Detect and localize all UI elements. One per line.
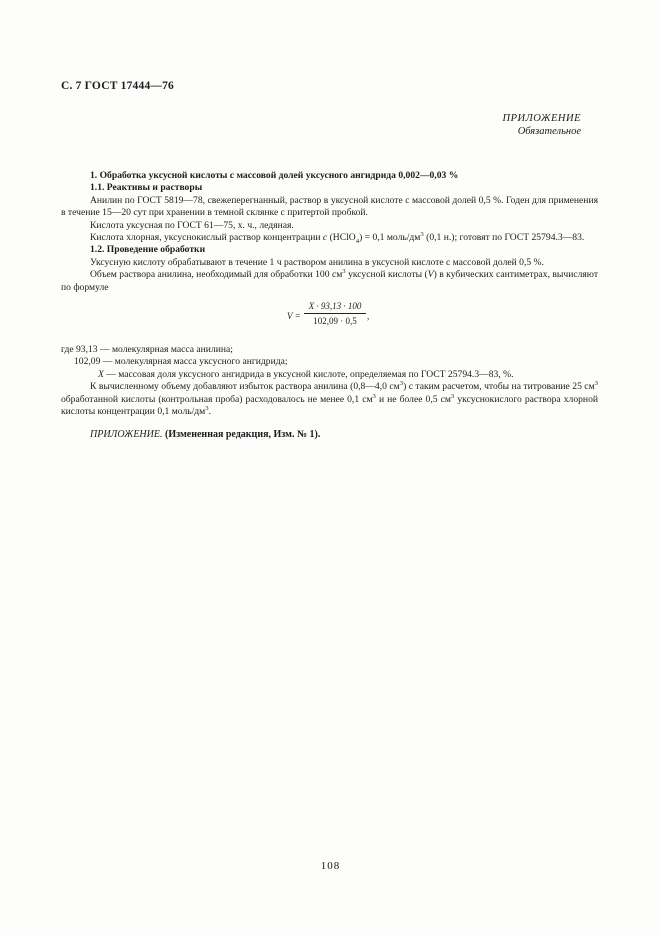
where-line-3: X — массовая доля уксусного ангидрида в уксусной кислоте, определяемая по ГОСТ 25794.3—83, %. (98, 368, 514, 380)
subsection-heading-procedure: 1.2. Проведение обработки (90, 244, 206, 256)
closing-note: ПРИЛОЖЕНИЕ. (Измененная редакция, Изм. № 1). (90, 428, 321, 440)
paragraph-acetic-acid: Кислота уксусная по ГОСТ 61—75, х. ч., ледяная. (90, 219, 294, 231)
formula-denominator: 102,09 · 0,5 (313, 316, 357, 327)
page-number: 108 (320, 860, 341, 872)
subsection-heading-reagents: 1.1. Реактивы и растворы (90, 182, 203, 194)
document-body (61, 170, 598, 441)
where-line-1: где 93,13 — молекулярная масса анилина; (61, 344, 233, 356)
formula-tail: , (367, 311, 370, 322)
paragraph-excess: К вычисленному объему добавляют избыток раствора анилина (0,8—4,0 $см^3$) с таким расчетом, чтобы на титрование 25 $см^3$ обработанной кислоты (контрольная проба) расходовалось не менее 0,1 $см^3$ и не более 0,5 $см^3$ уксуснокислого раствора хлорной кислоты концентрации 0,1 моль/$дм^3$. (61, 380, 599, 418)
appendix-label (503, 112, 582, 138)
section-heading: 1. Обработка уксусной кислоты с массовой долей уксусного ангидрида 0,002—0,03 % (90, 170, 459, 181)
formula (61, 300, 598, 336)
paragraph-perchloric-acid: Кислота хлорная, уксуснокислый раствор концентрации c (HClO$_4$) = 0,1 моль/$дм^3$ (0,1 н.); готовят по ГОСТ 25794.3—83. (90, 230, 585, 245)
appendix-subtitle: Обязательное (517, 126, 581, 137)
formula-fraction (304, 300, 366, 328)
paragraph-volume: Объем раствора анилина, необходимый для обработки 100 $см^3$ уксусной кислоты (V) в кубических сантиметрах, вычисляют по формуле (61, 268, 599, 293)
paragraph-aniline: Анилин по ГОСТ 5819—78, свежеперегнанный, раствор в уксусной кислоте с массовой долей 0,5 %. Годен для применения в течение 15—20 сут при хранении в темной склянке с притертой пробкой. (61, 194, 598, 219)
appendix-title: ПРИЛОЖЕНИЕ (502, 113, 581, 124)
formula-lhs: V = (287, 311, 301, 322)
where-line-2: 102,09 — молекулярная масса уксусного ангидрида; (74, 356, 288, 368)
formula-numerator: X · 93,13 · 100 (304, 300, 366, 314)
paragraph-treatment: Уксусную кислоту обрабатывают в течение 1 ч раствором анилина в уксусной кислоте с массовой долей 0,5 %. (90, 256, 544, 268)
page-header: С. 7 ГОСТ 17444—76 (61, 80, 174, 92)
